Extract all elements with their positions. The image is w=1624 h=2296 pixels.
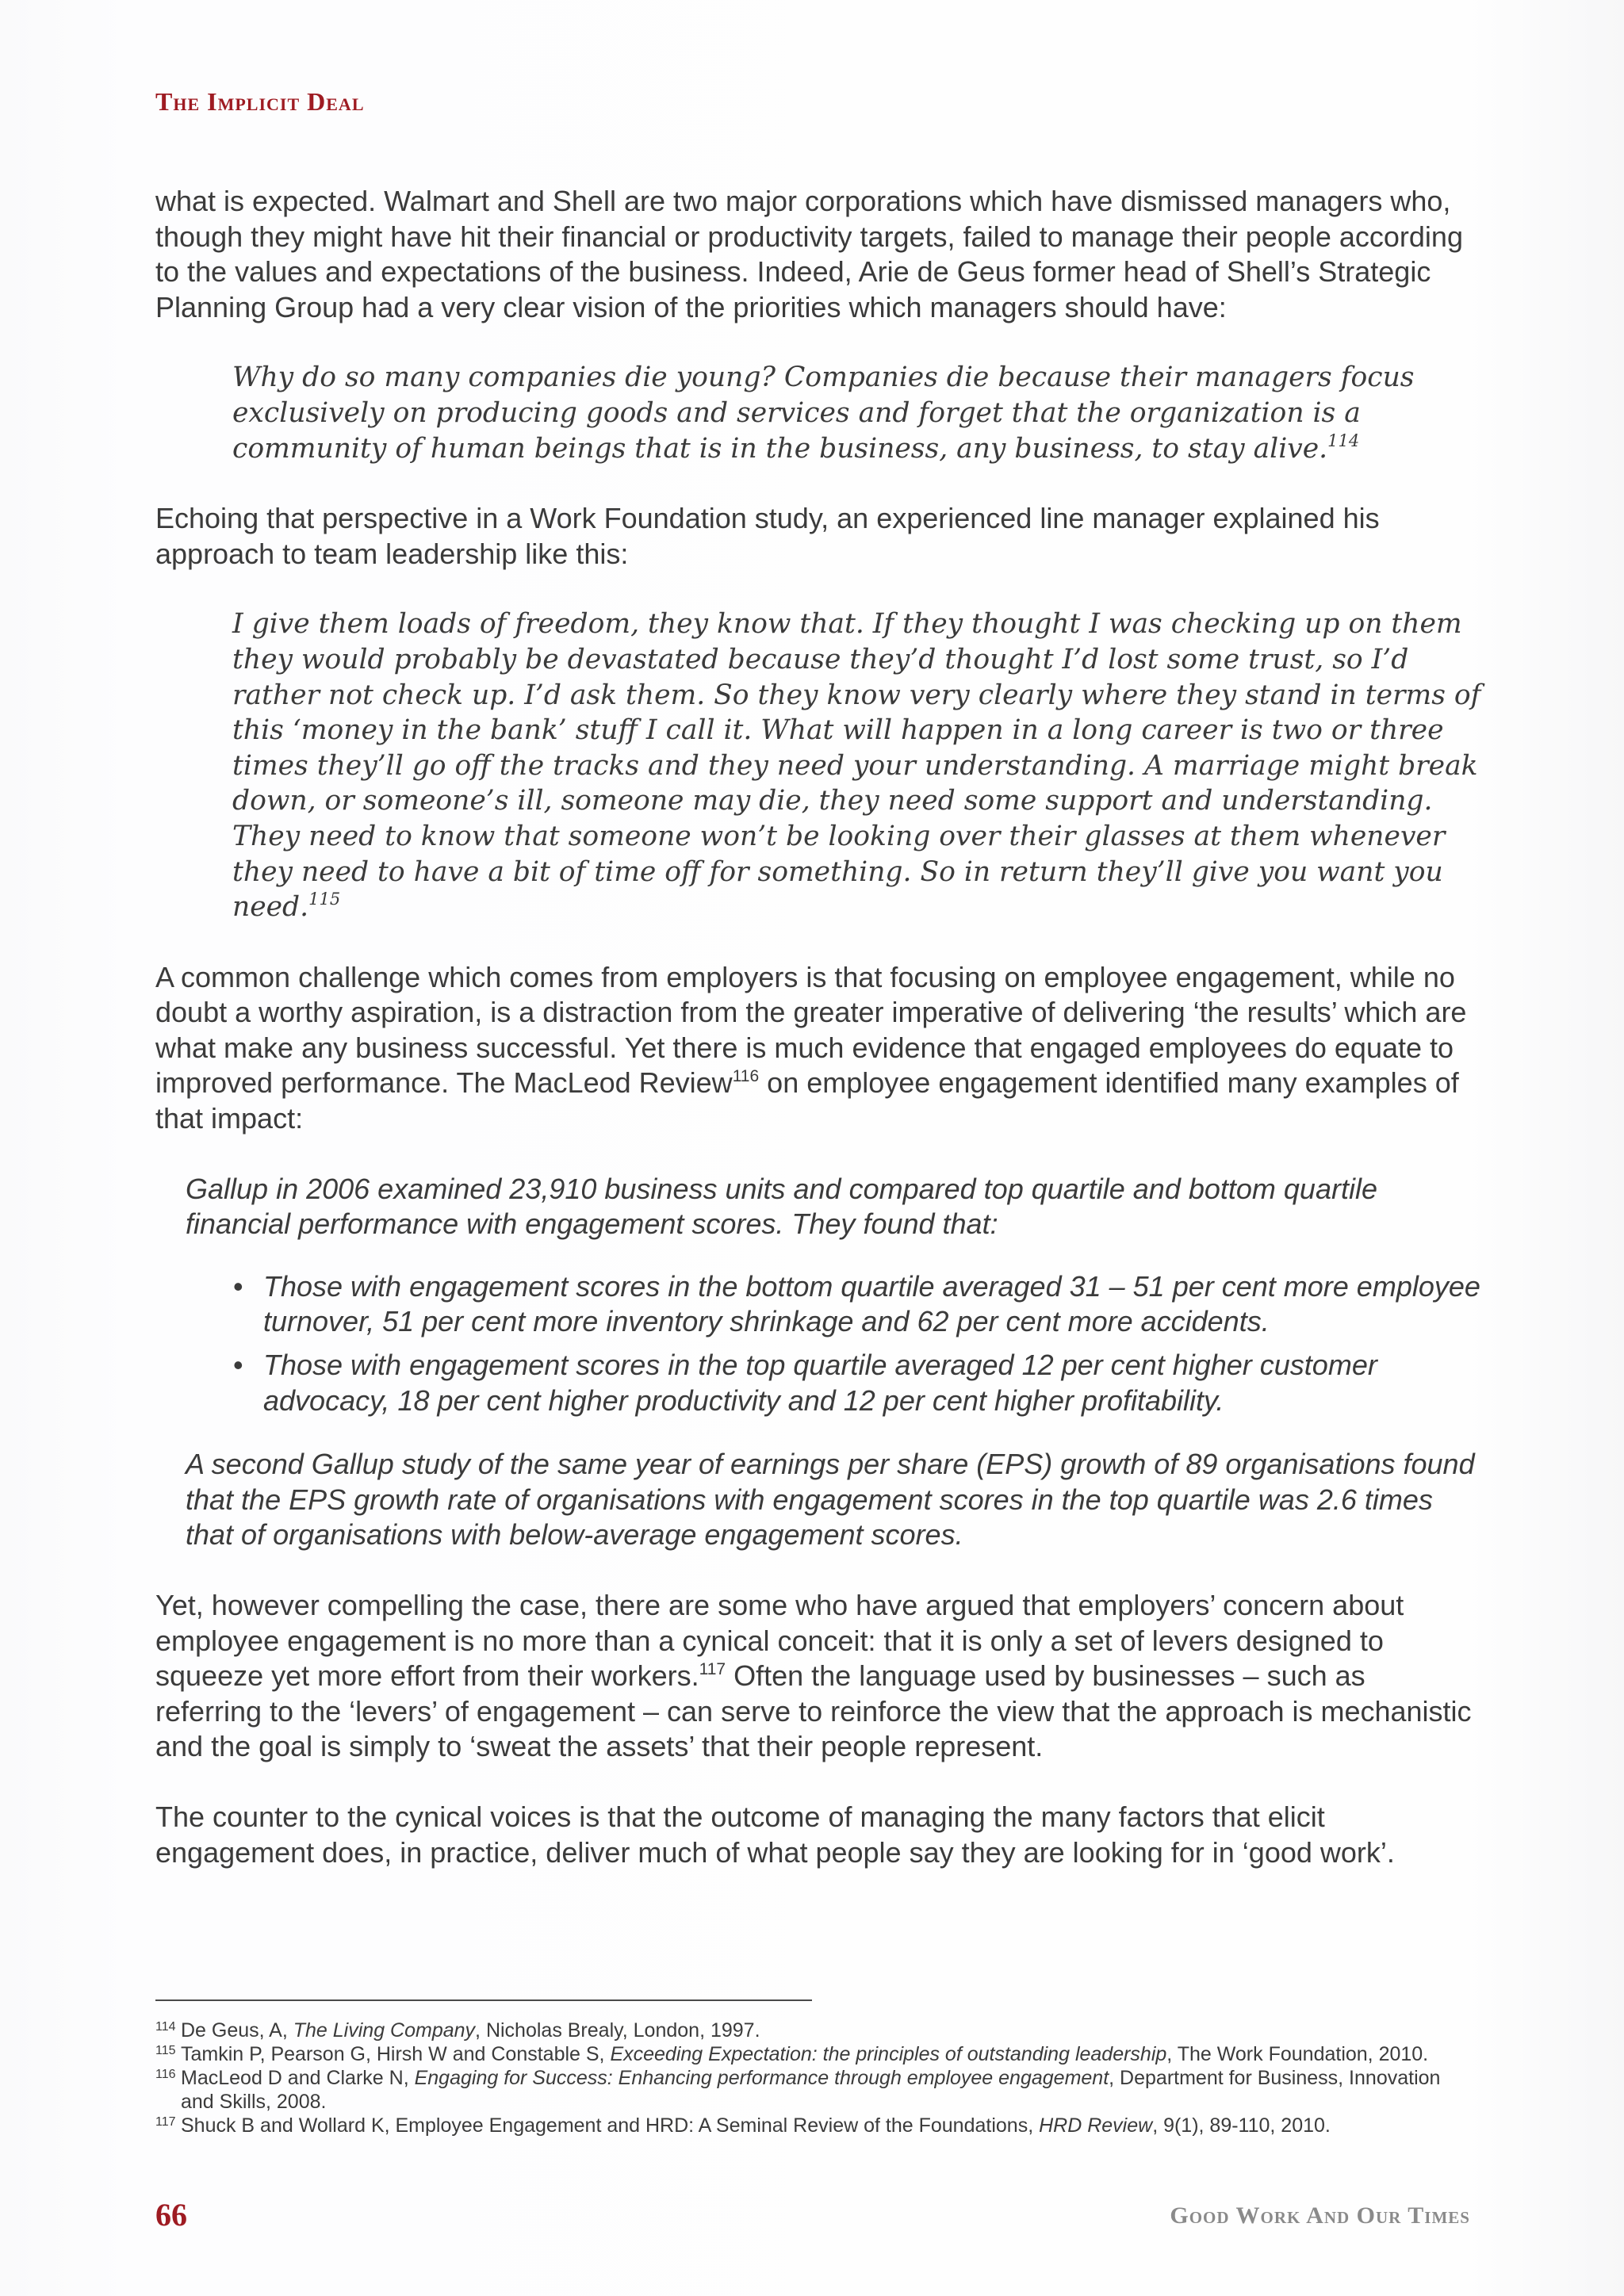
footnote-number: 115: [155, 2044, 176, 2057]
bullet-icon: •: [233, 1269, 243, 1303]
paragraph-text: A common challenge which comes from employers is that focusing on employee engagement, while no doubt a worthy aspiration, is a distraction from the greater imperative of delivering ‘the results’ which are what make any business successful. Yet there is much evidence that engaged employees do equate to improved performance. The MacLeod Review: [155, 960, 1467, 1100]
footnotes: [155, 2019, 1456, 2137]
footnote-text: , 9(1), 89-110, 2010.: [1152, 2114, 1331, 2137]
paragraph-text: Yet, however compelling the case, there are some who have argued that employers’ concern about employee engagement is no more than a cynical conceit: that it is only a set of levers designed to squeeze yet more effort from their workers.: [155, 1589, 1404, 1693]
footnote: [155, 2114, 1456, 2137]
footnote-number: 114: [155, 2020, 176, 2034]
footnote: [155, 2042, 1456, 2066]
footnote: [155, 2019, 1456, 2042]
main-content: [155, 184, 1481, 1905]
running-header: The Implicit Deal: [155, 87, 365, 116]
paragraph: The counter to the cynical voices is that the outcome of managing the many factors that elicit engagement does, in practice, deliver much of what people say they are looking for in ‘good work’.: [155, 1800, 1395, 1869]
list-item-text: Those with engagement scores in the bottom quartile averaged 31 – 51 per cent more employee turnover, 51 per cent more inventory shrinkage and 62 per cent more accidents.: [263, 1269, 1480, 1338]
footnote-number: 116: [155, 2068, 176, 2081]
footnote-ref[interactable]: 116: [732, 1067, 760, 1086]
paragraph-text: on employee engagement identified many examples of that impact:: [155, 1066, 1459, 1135]
bullet-icon: •: [233, 1349, 243, 1382]
quote-text: Why do so many companies die young? Companies die because their managers focus exclusively on producing goods and services and forget that the organization is a community of human beings that is in the business, any business, to stay alive.: [232, 362, 1415, 465]
footnote-text: , Department for Business, Innovation and Skills, 2008.: [181, 2067, 1441, 2113]
footnote-ref[interactable]: 117: [699, 1660, 726, 1679]
quote-text: I give them loads of freedom, they know that. If they thought I was checking up on them they would probably be devastated because they’d thought I’d lost some trust, so I’d rather not check up. I’d ask them. So they know very clearly where they stand in terms of this ‘money in the bank’ stuff I call it. What will happen in a long career is two or three times they’ll go off the tracks and they need your understanding. A marriage might break down, or someone’s ill, someone may die, they need some support and understanding. They need to know that someone won’t be looking over their glasses at them whenever they need to have a bit of time off for something. So in return they’ll give you want you need.: [232, 608, 1481, 924]
running-footer: Good Work And Our Times: [1170, 2202, 1470, 2229]
footnote: [155, 2066, 1456, 2114]
footnote-ref[interactable]: 114: [1327, 430, 1360, 450]
paragraph-text: Often the language used by businesses – such as referring to the ‘levers’ of engagement – can serve to reinforce the view that the approach is mechanistic and the goal is simply to ‘sweat the assets’ that their people represent.: [155, 1659, 1472, 1763]
footnote-number: 117: [155, 2115, 176, 2129]
footnote-divider: [155, 1999, 812, 2001]
paragraph: [155, 960, 1472, 1137]
extract-paragraph: A second Gallup study of the same year of earnings per share (EPS) growth of 89 organisations found that the EPS growth rate of organisations with engagement scores in the top quartile was 2.6 times that of organisations with below-average engagement scores.: [186, 1448, 1475, 1552]
paragraph: what is expected. Walmart and Shell are two major corporations which have dismissed managers who, though they might have hit their financial or productivity targets, failed to manage their people according to the values and expectations of the business. Indeed, Arie de Geus former head of Shell’s Strategic Planning Group had a very clear vision of the priorities which managers should have:: [155, 185, 1463, 323]
paragraph: [155, 1588, 1472, 1765]
list-item: [186, 1269, 1486, 1340]
footnote-title: Engaging for Success: Enhancing performance through employee engagement: [414, 2067, 1109, 2089]
footnote-ref[interactable]: 115: [308, 890, 341, 909]
footnote-text: Shuck B and Wollard K, Employee Engagement and HRD: A Seminal Review of the Foundations,: [181, 2114, 1040, 2137]
list-item-text: Those with engagement scores in the top quartile averaged 12 per cent higher customer advocacy, 18 per cent higher productivity and 12 per cent higher profitability.: [263, 1349, 1377, 1417]
footnote-text: , Nicholas Brealy, London, 1997.: [475, 2019, 760, 2042]
footnote-text: Tamkin P, Pearson G, Hirsh W and Constable S,: [181, 2043, 611, 2065]
footnote-title: The Living Company: [293, 2019, 476, 2042]
footnote-text: De Geus, A,: [181, 2019, 293, 2042]
bullet-list: [186, 1269, 1486, 1418]
footnote-title: Exceeding Expectation: the principles of outstanding leadership: [610, 2043, 1167, 2065]
block-quote: [232, 360, 1485, 466]
footnote-title: HRD Review: [1039, 2114, 1153, 2137]
list-item: [186, 1348, 1486, 1418]
extract-paragraph: Gallup in 2006 examined 23,910 business units and compared top quartile and bottom quartile financial performance with engagement scores. They found that:: [186, 1172, 1377, 1241]
block-quote: [232, 607, 1485, 924]
paragraph: Echoing that perspective in a Work Foundation study, an experienced line manager explained his approach to team leadership like this:: [155, 502, 1380, 570]
footnote-text: MacLeod D and Clarke N,: [181, 2067, 415, 2089]
page-number: 66: [155, 2197, 187, 2233]
footnote-text: , The Work Foundation, 2010.: [1166, 2043, 1429, 2065]
